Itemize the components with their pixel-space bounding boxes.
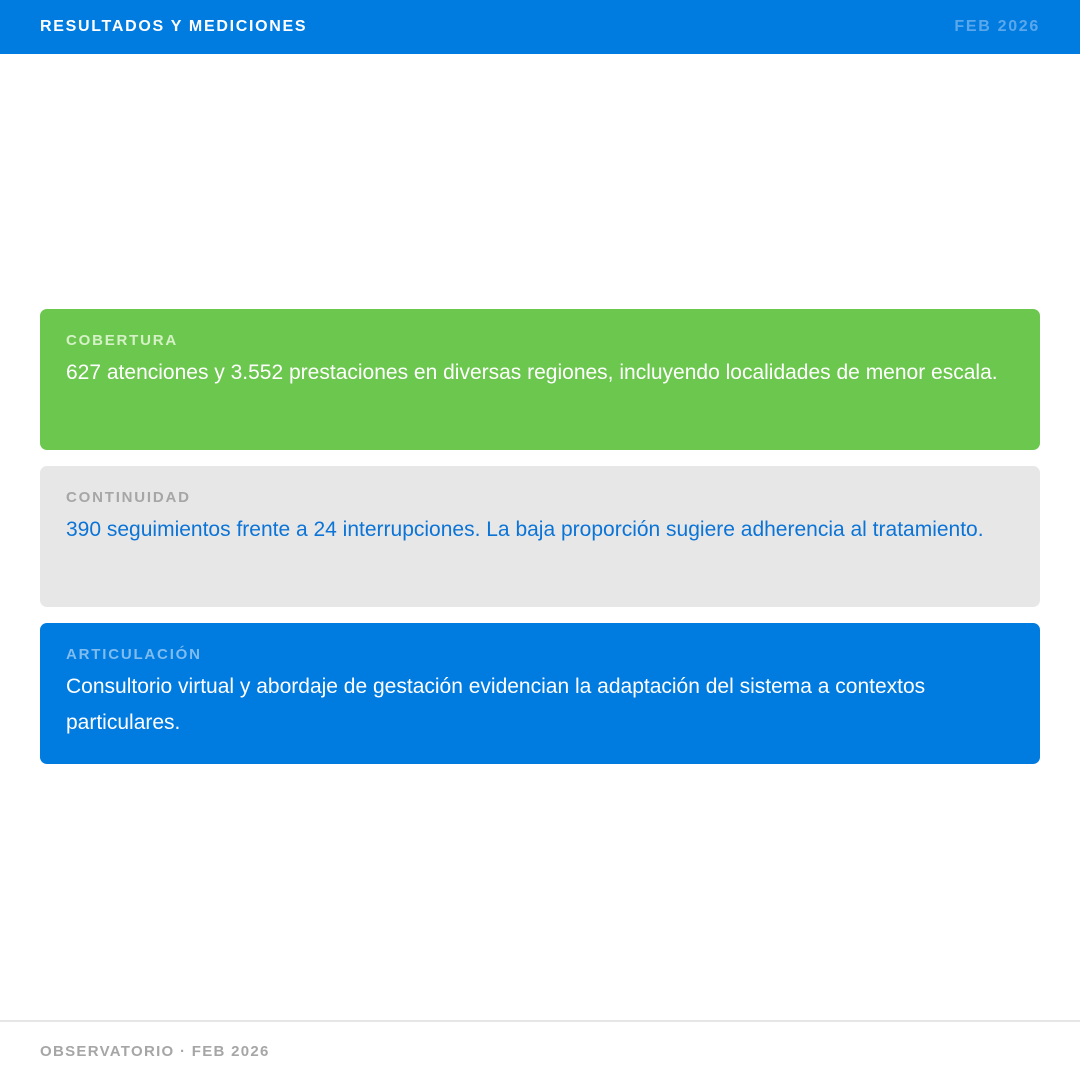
card-text: 390 seguimientos frente a 24 interrupciones. La baja proporción sugiere adherencia al tratamiento. <box>66 518 984 541</box>
card-articulacion <box>40 623 1040 764</box>
footer-divider <box>0 1020 1080 1022</box>
header-date: FEB 2026 <box>954 18 1040 35</box>
card-continuidad <box>40 466 1040 607</box>
page-title: RESULTADOS Y MEDICIONES <box>40 18 308 35</box>
card-cobertura <box>40 309 1040 450</box>
card-text: 627 atenciones y 3.552 prestaciones en diversas regiones, incluyendo localidades de menor escala. <box>66 361 998 384</box>
results-cards <box>40 309 1040 780</box>
card-text: Consultorio virtual y abordaje de gestación evidencian la adaptación del sistema a contextos particulares. <box>66 675 926 734</box>
footer-text: OBSERVATORIO · FEB 2026 <box>40 1043 270 1060</box>
card-label: CONTINUIDAD <box>66 489 191 506</box>
card-label: ARTICULACIÓN <box>66 646 202 663</box>
header-bar <box>0 0 1080 54</box>
card-label: COBERTURA <box>66 332 179 349</box>
